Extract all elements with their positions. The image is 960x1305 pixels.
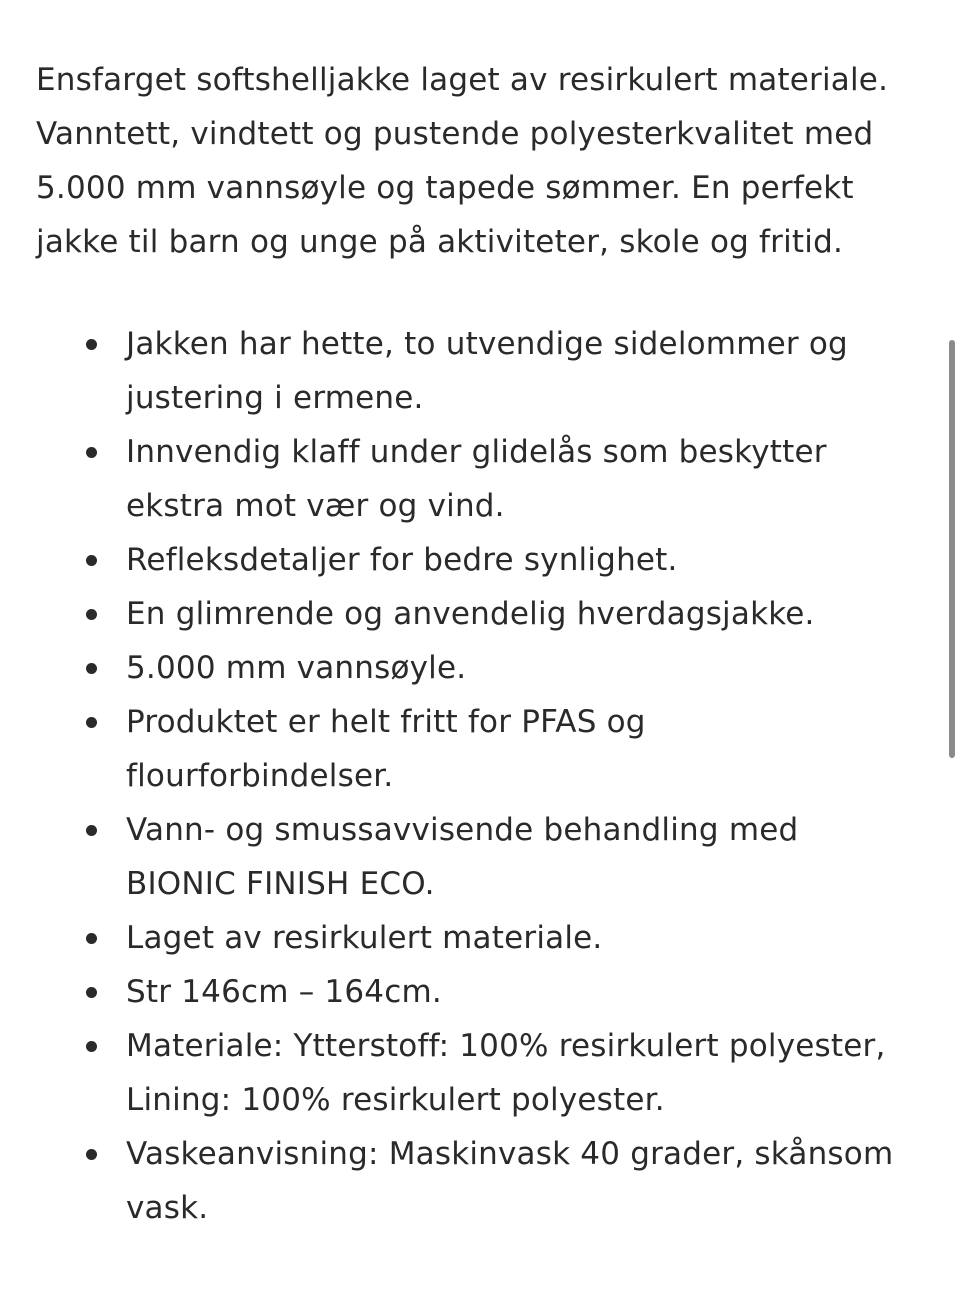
- feature-item: [126, 803, 916, 911]
- feature-item: [126, 425, 916, 533]
- feature-item: [126, 587, 916, 641]
- feature-item: [126, 965, 916, 1019]
- bullet-icon: [86, 825, 97, 836]
- bullet-icon: [86, 447, 97, 458]
- bullet-icon: [86, 1149, 97, 1160]
- feature-item: [126, 911, 916, 965]
- description-intro: Ensfarget softshelljakke laget av resirkulert materiale. Vanntett, vindtett og pustende polyesterkvalitet med 5.000 mm vannsøyle og tapede sømmer. En perfekt jakke til barn og unge på aktiviteter, skole og fritid.: [36, 62, 889, 260]
- feature-text: Str 146cm – 164cm.: [126, 974, 442, 1010]
- feature-text: Vaskeanvisning: Maskinvask 40 grader, skånsom vask.: [126, 1136, 894, 1226]
- feature-item: [126, 641, 916, 695]
- feature-item: [126, 533, 916, 587]
- bullet-icon: [86, 933, 97, 944]
- bullet-icon: [86, 717, 97, 728]
- bullet-icon: [86, 987, 97, 998]
- feature-item: [126, 695, 916, 803]
- feature-item: [126, 317, 916, 425]
- product-description: [36, 53, 916, 1235]
- feature-text: Laget av resirkulert materiale.: [126, 920, 603, 956]
- feature-item: [126, 1127, 916, 1235]
- bullet-icon: [86, 663, 97, 674]
- feature-text: Refleksdetaljer for bedre synlighet.: [126, 542, 678, 578]
- feature-text: Innvendig klaff under glidelås som beskytter ekstra mot vær og vind.: [126, 434, 827, 524]
- feature-text: Jakken har hette, to utvendige sidelommer og justering i ermene.: [126, 326, 848, 416]
- feature-text: Produktet er helt fritt for PFAS og flourforbindelser.: [126, 704, 646, 794]
- feature-text: 5.000 mm vannsøyle.: [126, 650, 467, 686]
- feature-text: Materiale: Ytterstoff: 100% resirkulert polyester, Lining: 100% resirkulert polyester.: [126, 1028, 886, 1118]
- scrollbar-thumb[interactable]: [949, 340, 955, 758]
- feature-text: En glimrende og anvendelig hverdagsjakke.: [126, 596, 815, 632]
- feature-list: [36, 317, 916, 1235]
- feature-text: Vann- og smussavvisende behandling med BIONIC FINISH ECO.: [126, 812, 799, 902]
- bullet-icon: [86, 609, 97, 620]
- bullet-icon: [86, 339, 97, 350]
- feature-item: [126, 1019, 916, 1127]
- bullet-icon: [86, 1041, 97, 1052]
- scrollbar[interactable]: [946, 0, 960, 1305]
- bullet-icon: [86, 555, 97, 566]
